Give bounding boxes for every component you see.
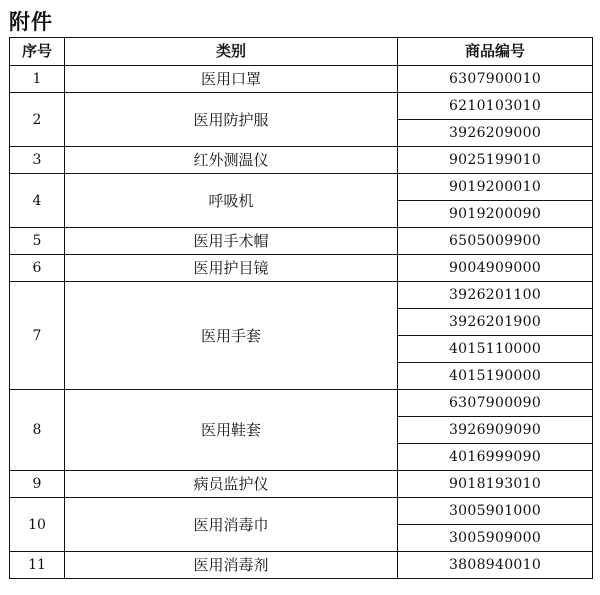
row-product-code: 3926909090 — [398, 417, 593, 444]
row-seq: 11 — [10, 552, 65, 579]
row-category: 病员监护仪 — [65, 471, 398, 498]
row-seq: 1 — [10, 66, 65, 93]
header-category: 类别 — [65, 38, 398, 66]
table-row — [10, 147, 593, 174]
row-category: 医用消毒巾 — [65, 498, 398, 552]
row-seq: 5 — [10, 228, 65, 255]
row-product-code: 9018193010 — [398, 471, 593, 498]
page-title: 附件 — [9, 10, 53, 34]
row-category: 红外测温仪 — [65, 147, 398, 174]
row-seq: 6 — [10, 255, 65, 282]
row-seq: 3 — [10, 147, 65, 174]
row-product-code: 9004909000 — [398, 255, 593, 282]
row-product-code: 4015110000 — [398, 336, 593, 363]
table-row — [10, 498, 593, 525]
row-category: 医用手套 — [65, 282, 398, 390]
table-row — [10, 471, 593, 498]
row-product-code: 3926201100 — [398, 282, 593, 309]
table-header-row — [10, 38, 593, 66]
table-row — [10, 390, 593, 417]
row-product-code: 9025199010 — [398, 147, 593, 174]
header-code: 商品编号 — [398, 38, 593, 66]
row-product-code: 9019200090 — [398, 201, 593, 228]
row-product-code: 6307900090 — [398, 390, 593, 417]
row-category: 呼吸机 — [65, 174, 398, 228]
table-row — [10, 66, 593, 93]
row-category: 医用防护服 — [65, 93, 398, 147]
row-seq: 9 — [10, 471, 65, 498]
row-seq: 8 — [10, 390, 65, 471]
row-category: 医用消毒剂 — [65, 552, 398, 579]
header-seq: 序号 — [10, 38, 65, 66]
row-seq: 2 — [10, 93, 65, 147]
table-row — [10, 228, 593, 255]
row-product-code: 4015190000 — [398, 363, 593, 390]
row-product-code: 9019200010 — [398, 174, 593, 201]
table-row — [10, 255, 593, 282]
row-category: 医用口罩 — [65, 66, 398, 93]
row-seq: 7 — [10, 282, 65, 390]
row-category: 医用鞋套 — [65, 390, 398, 471]
row-product-code: 6505009900 — [398, 228, 593, 255]
table-body — [10, 66, 593, 579]
row-product-code: 3926201900 — [398, 309, 593, 336]
row-product-code: 3926209000 — [398, 120, 593, 147]
table-row — [10, 93, 593, 120]
table-row — [10, 552, 593, 579]
row-seq: 10 — [10, 498, 65, 552]
row-product-code: 6307900010 — [398, 66, 593, 93]
table-row — [10, 174, 593, 201]
row-product-code: 4016999090 — [398, 444, 593, 471]
row-product-code: 3808940010 — [398, 552, 593, 579]
row-product-code: 3005909000 — [398, 525, 593, 552]
product-code-table — [9, 37, 593, 579]
row-seq: 4 — [10, 174, 65, 228]
row-category: 医用护目镜 — [65, 255, 398, 282]
row-category: 医用手术帽 — [65, 228, 398, 255]
table-row — [10, 282, 593, 309]
row-product-code: 6210103010 — [398, 93, 593, 120]
row-product-code: 3005901000 — [398, 498, 593, 525]
